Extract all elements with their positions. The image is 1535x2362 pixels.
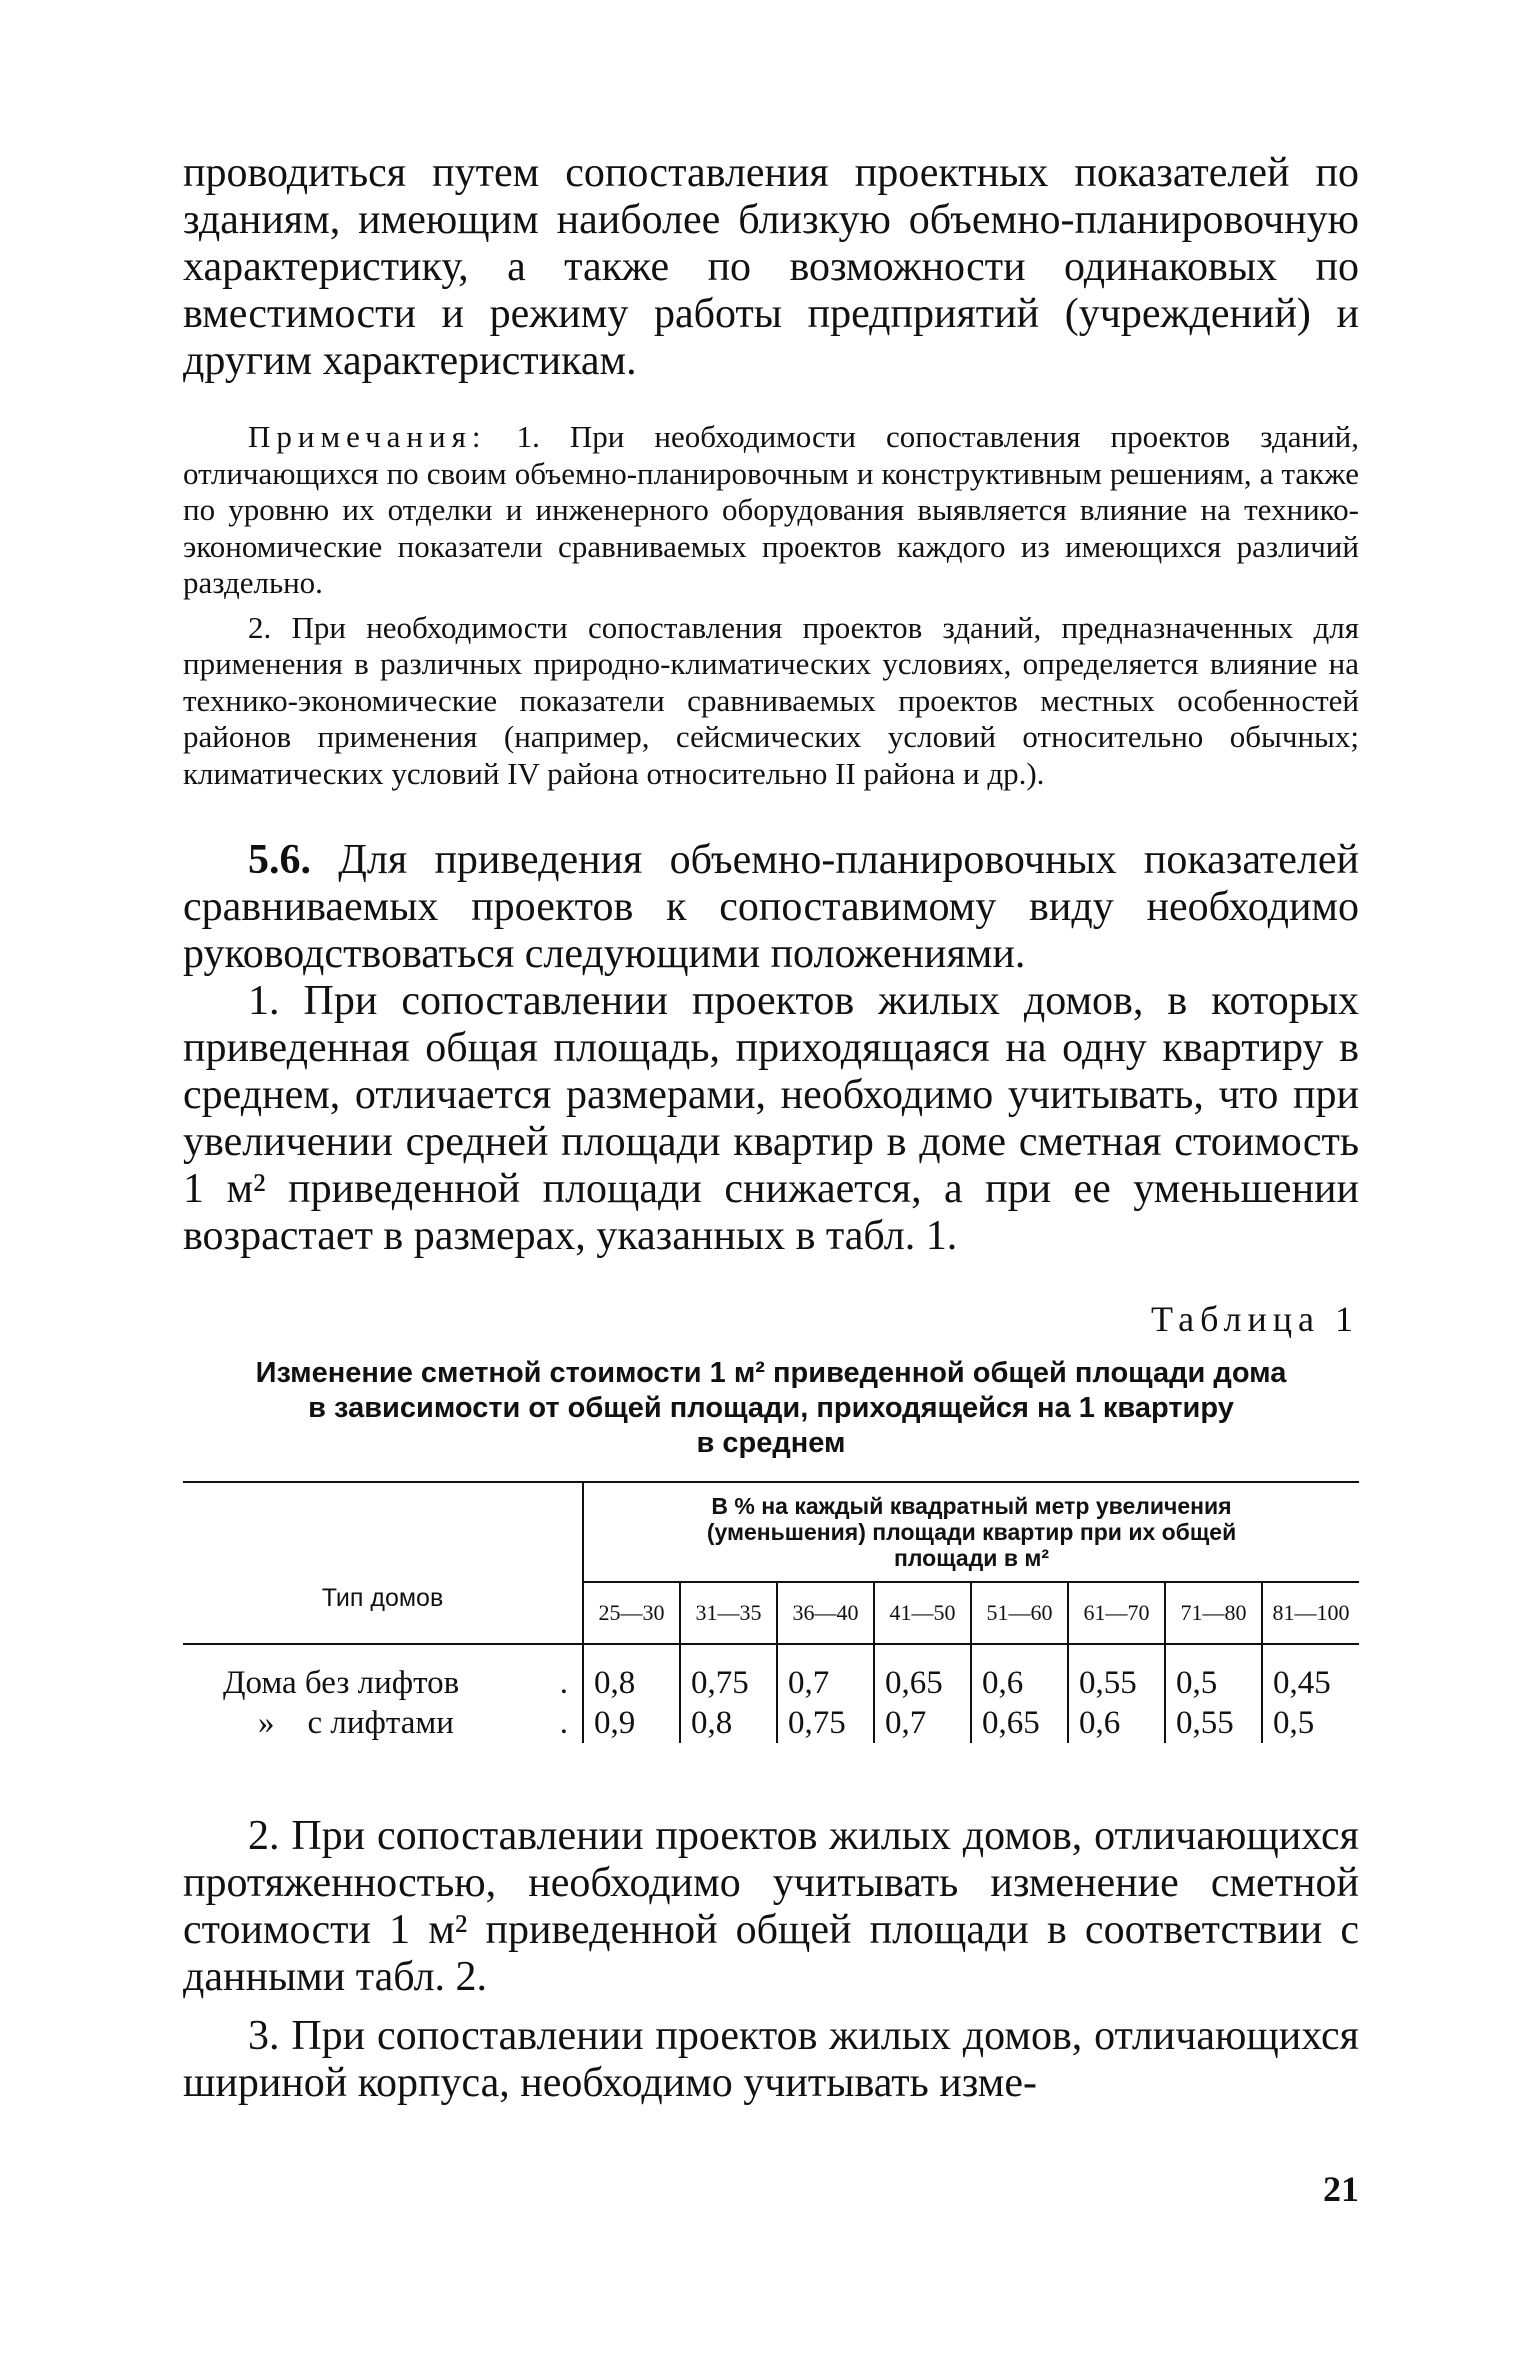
range-header: 41—50 bbox=[874, 1582, 971, 1644]
row-dots: . bbox=[559, 1664, 568, 1701]
table-cell: 0,6 bbox=[1068, 1703, 1165, 1743]
row-label: Дома без лифтов bbox=[223, 1664, 460, 1701]
range-header: 51—60 bbox=[971, 1582, 1068, 1644]
table-title-line2: в зависимости от общей площади, приходящейся на 1 квартиру bbox=[308, 1392, 1234, 1424]
intro-paragraph: проводиться путем сопоставления проектных показателей по зданиям, имеющим наиболее близкую объемно-планировочную характеристику, а также по возможности одинаковых по вместимости и режиму работы предприятий (учреждений) и другим характеристикам. bbox=[183, 150, 1359, 384]
table-cell: 0,6 bbox=[971, 1644, 1068, 1703]
table-cell: 0,5 bbox=[1165, 1644, 1262, 1703]
table-cell: 0,65 bbox=[874, 1644, 971, 1703]
range-header: 25—30 bbox=[583, 1582, 680, 1644]
section-5-6 bbox=[183, 837, 1359, 978]
row-label-cell bbox=[183, 1644, 583, 1703]
table-cell: 0,8 bbox=[680, 1703, 777, 1743]
note-2: 2. При необходимости сопоставления проектов зданий, предназначенных для применения в различных природно-климатических условиях, определяется влияние на технико-экономические показатели сравниваемых проектов местных особенностей районов применения (например, сейсмических условий относительно обычных; климатических условий IV района относительно II района и др.). bbox=[183, 609, 1359, 791]
table-cell: 0,5 bbox=[1262, 1703, 1359, 1743]
col-type-header: Тип домов bbox=[183, 1482, 583, 1644]
table-row bbox=[183, 1703, 1359, 1743]
notes-heading: Примечания: bbox=[248, 419, 487, 454]
notes-block bbox=[183, 419, 1359, 792]
table-title-line1: Изменение сметной стоимости 1 м² приведенной общей площади дома bbox=[255, 1357, 1287, 1389]
page-number: 21 bbox=[1323, 2169, 1359, 2209]
table-cell: 0,8 bbox=[583, 1644, 680, 1703]
table-cell: 0,75 bbox=[680, 1644, 777, 1703]
table-cell: 0,9 bbox=[583, 1703, 680, 1743]
table-title bbox=[183, 1356, 1359, 1461]
page-content bbox=[183, 150, 1359, 2107]
note-1 bbox=[183, 419, 1359, 602]
row-dots: . bbox=[559, 1704, 568, 1741]
section-text: Для приведения объемно-планировочных показателей сравниваемых проектов к сопоставимому виду необходимо руководствоваться следующими положениями. bbox=[183, 837, 1359, 977]
item-1: 1. При сопоставлении проектов жилых домов, в которых приведенная общая площадь, приходящаяся на одну квартиру в среднем, отличается размерами, необходимо учитывать, что при увеличении средней площади квартир в доме сметная стоимость 1 м² приведенной площади снижается, а при ее уменьшении возрастает в размерах, указанных в табл. 1. bbox=[183, 978, 1359, 1259]
table-cell: 0,7 bbox=[874, 1703, 971, 1743]
item-2: 2. При сопоставлении проектов жилых домов, отличающихся протяженностью, необходимо учитывать изменение сметной стоимости 1 м² приведенной общей площади в соответствии с данными табл. 2. bbox=[183, 1813, 1359, 2000]
group-header-line3: площади в м² bbox=[893, 1545, 1050, 1571]
table-cell: 0,55 bbox=[1068, 1644, 1165, 1703]
range-header: 36—40 bbox=[777, 1582, 874, 1644]
group-header-line2: (уменьшения) площади квартир при их общей bbox=[706, 1519, 1237, 1545]
table-row bbox=[183, 1644, 1359, 1703]
table-cell: 0,45 bbox=[1262, 1644, 1359, 1703]
range-header: 71—80 bbox=[1165, 1582, 1262, 1644]
table-cell: 0,55 bbox=[1165, 1703, 1262, 1743]
group-header-line1: В % на каждый квадратный метр увеличения bbox=[711, 1493, 1232, 1519]
table-cell: 0,75 bbox=[777, 1703, 874, 1743]
table-title-line3: в среднем bbox=[696, 1427, 846, 1459]
range-header: 81—100 bbox=[1262, 1582, 1359, 1644]
table-label: Таблица 1 bbox=[1151, 1299, 1359, 1339]
note-1-text: 1. При необходимости сопоставления проектов зданий, отличающихся по своим объемно-планировочным и конструктивным решениям, а также по уровню их отделки и инженерного оборудования выявляется влияние на технико-экономические показатели сравниваемых проектов каждого из имеющихся различий раздельно. bbox=[183, 419, 1359, 600]
range-header: 61—70 bbox=[1068, 1582, 1165, 1644]
row-label: » с лифтами bbox=[258, 1704, 454, 1741]
section-number: 5.6. bbox=[248, 837, 311, 883]
group-header bbox=[583, 1482, 1359, 1582]
table-cell: 0,65 bbox=[971, 1703, 1068, 1743]
table-cell: 0,7 bbox=[777, 1644, 874, 1703]
row-label-cell bbox=[183, 1703, 583, 1743]
table-1 bbox=[183, 1481, 1359, 1743]
range-header: 31—35 bbox=[680, 1582, 777, 1644]
item-3: 3. При сопоставлении проектов жилых домов, отличающихся шириной корпуса, необходимо учитывать изме- bbox=[183, 2013, 1359, 2106]
